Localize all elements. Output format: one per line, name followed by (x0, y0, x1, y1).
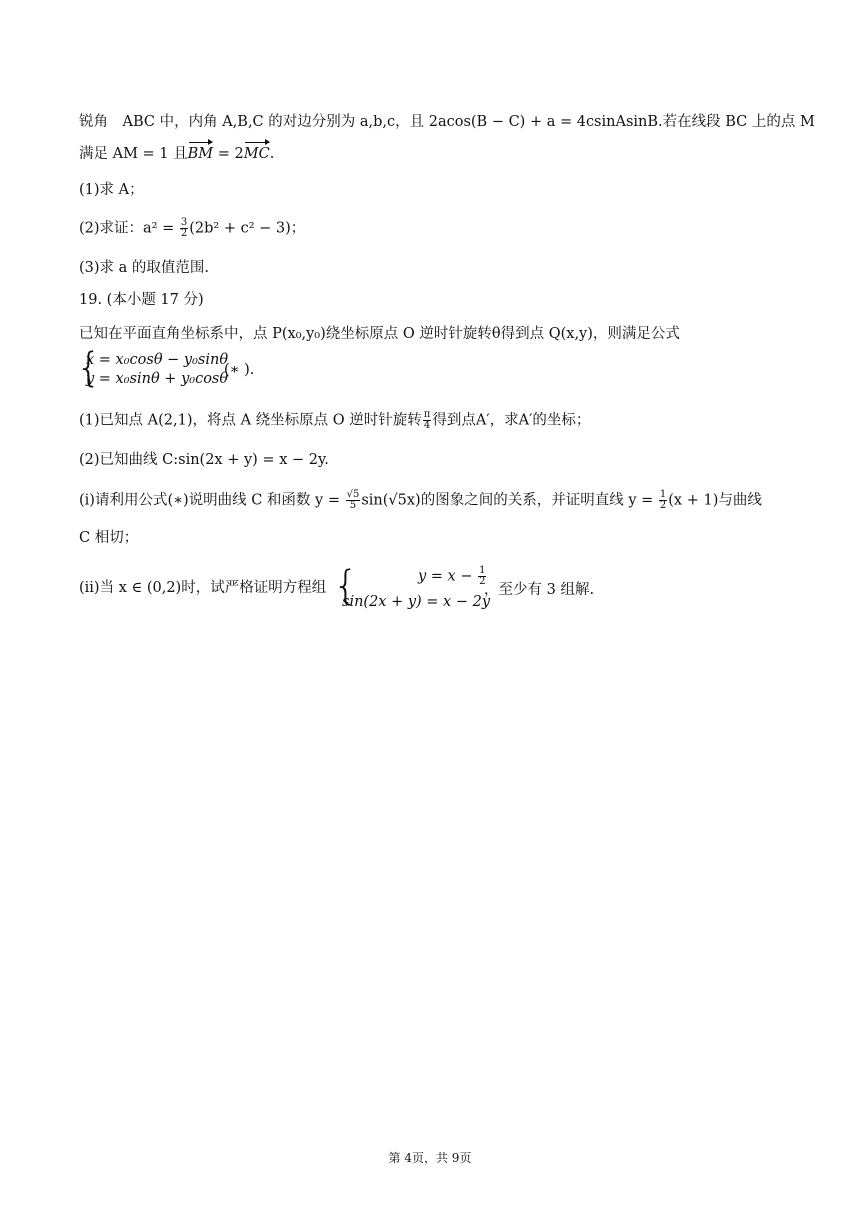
formula-row-y: y = x₀sinθ + y₀cosθ (86, 371, 229, 387)
p18-line1 (79, 112, 815, 132)
p19-header-text: 19. (本小题 17 分) (79, 292, 204, 308)
p19-qi (79, 490, 762, 511)
p19-qii (79, 578, 326, 598)
fraction-denominator: 4 (423, 420, 431, 431)
fraction-denominator: 2 (479, 576, 486, 587)
fraction-numerator: 1 (479, 565, 486, 576)
p18-line2 (79, 144, 274, 164)
p18-q2-suffix: (2b² + c² − 3)； (189, 220, 306, 237)
formula-row-x: x = x₀cosθ − y₀sinθ (86, 352, 229, 368)
p19-qii-suffix: ，至少有 3 组解. (484, 582, 595, 598)
p18-statement: 锐角 ABC 中，内角 A,B,C 的对边分别为 a,b,c，且 2acos(B − C) + a = 4csinAsinB.若在线段 BC 上的点 M (79, 114, 815, 130)
fraction-denominator: 2 (180, 228, 188, 239)
p19-qi-middle: sin(√5x)的图象之间的关系，并证明直线 y = (361, 492, 658, 509)
p19-qi-prefix: (i)请利用公式(∗)说明曲线 C 和函数 y = (79, 492, 345, 509)
p19-intro-text: 已知在平面直角坐标系中，点 P(x₀,y₀)绕坐标原点 O 逆时针旋转θ得到点 Q(x,y)，则满足公式 (79, 326, 680, 342)
p19-qi-line2-text: C 相切； (79, 530, 139, 546)
p19-q1 (79, 410, 590, 431)
fraction-numerator: 3 (180, 217, 188, 228)
p18-q2 (79, 218, 305, 239)
page-footer: 第 4页，共 9页 (388, 1151, 472, 1165)
vector-bm: BM (187, 146, 214, 162)
system-row-2: sin(2x + y) = x − 2y (342, 594, 491, 610)
p18-equals: = 2 (213, 146, 244, 162)
p19-q2 (79, 450, 329, 470)
p19-qi-line2 (79, 528, 138, 548)
fraction-sqrt5-5 (346, 490, 361, 511)
vector-mc: MC (243, 146, 270, 162)
p18-q1 (79, 180, 144, 200)
brace-left-icon: { (76, 345, 102, 391)
p19-header (79, 290, 204, 310)
system-row-1-text: y = x − (418, 568, 478, 585)
fraction-pi-4 (423, 410, 432, 431)
fraction-1-2 (659, 490, 667, 511)
fraction-numerator: π (423, 409, 431, 420)
p19-qii-prefix: (ii)当 x ∈ (0,2)时，试严格证明方程组 (79, 580, 327, 596)
formula-tag: (∗ ). (224, 362, 255, 378)
p18-condition-prefix: 满足 AM = 1 且 (79, 146, 188, 162)
p18-q1-text: (1)求 A； (79, 182, 144, 198)
p19-intro (79, 324, 680, 344)
p18-period: . (269, 146, 275, 162)
p18-q2-prefix: (2)求证：a² = (79, 220, 179, 237)
fraction-denominator: 5 (349, 500, 357, 511)
fraction-3-2 (180, 218, 188, 239)
system-row-1 (418, 566, 487, 587)
p18-q3-text: (3)求 a 的取值范围. (79, 260, 210, 276)
p18-q3 (79, 258, 209, 278)
fraction-numerator: √5 (346, 489, 360, 500)
p19-q1-prefix: (1)已知点 A(2,1)，将点 A 绕坐标原点 O 逆时针旋转 (79, 412, 422, 429)
p19-q2-text: (2)已知曲线 C:sin(2x + y) = x − 2y. (79, 452, 329, 468)
fraction-numerator: 1 (659, 489, 667, 500)
p19-q1-suffix: 得到点A′，求A′的坐标； (432, 412, 591, 429)
fraction-denominator: 2 (659, 500, 667, 511)
brace-left-icon: { (333, 563, 359, 609)
p19-qi-suffix: (x + 1)与曲线 (668, 492, 762, 509)
